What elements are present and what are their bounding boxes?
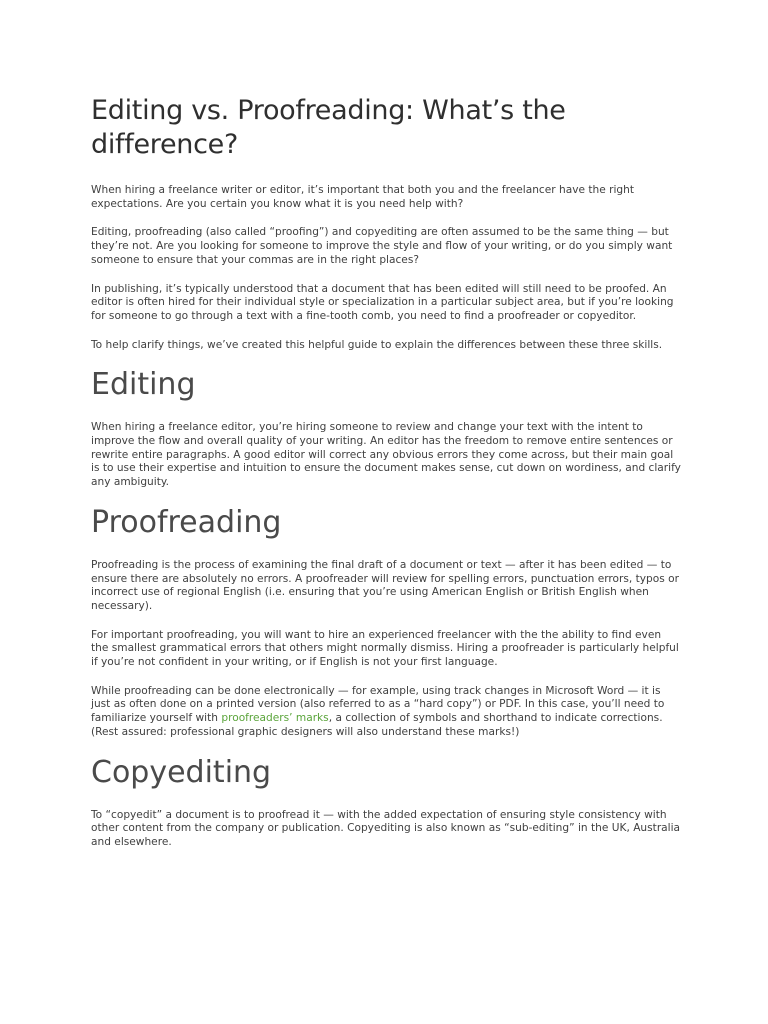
proofreaders-marks-link[interactable]: proofreaders’ marks xyxy=(221,712,329,725)
copyediting-paragraph: To “copyedit” a document is to proofread it — with the added expectation of ensuring style consistency with other content from the company or publication. Copyediting is also known as “sub-editing” in the UK, Australia and elsewhere. xyxy=(91,808,681,848)
editing-heading: Editing xyxy=(91,367,196,403)
intro-paragraph: To help clarify things, we’ve created this helpful guide to explain the differences between these three skills. xyxy=(91,338,663,351)
proofreading-paragraph: For important proofreading, you will want to hire an experienced freelancer with the the ability to find even the smallest grammatical errors that others might normally dismiss. Hiring a proofreader is particularly helpful if you’re not confident in your writing, or if English is not your first language. xyxy=(91,628,679,669)
article xyxy=(91,94,681,865)
intro-paragraph: In publishing, it’s typically understood that a document that has been edited will still need to be proofed. An editor is often hired for their individual style or specialization in a particular subject area, but if you’re looking for someone to go through a text with a fine-tooth comb, you need to find a proofreader or copyeditor. xyxy=(91,282,674,322)
electronic-text-after: , a collection of symbols and shorthand to indicate corrections. (Rest assured: professional graphic designers will also understand these marks!) xyxy=(91,712,663,738)
page-title: Editing vs. Proofreading: What’s the difference? xyxy=(91,95,566,160)
proofreading-heading: Proofreading xyxy=(91,504,282,540)
proofreading-paragraph: Proofreading is the process of examining the final draft of a document or text — after it has been edited — to ensure there are absolutely no errors. A proofreader will review for spelling errors, punctuation errors, typos or incorrect use of regional English (i.e. ensuring that you’re using American English or British English when necessary). xyxy=(91,558,679,612)
electronic-text-before: While proofreading can be done electronically — for example, using track changes in Microsoft Word — it is just as often done on a printed version (also referred to as a “hard copy”) or PDF. In this case, you’ll need to familiarize yourself with xyxy=(91,684,665,725)
copyediting-heading: Copyediting xyxy=(91,754,272,790)
intro-paragraph: When hiring a freelance writer or editor, it’s important that both you and the freelancer have the right expectations. Are you certain you know what it is you need help with? xyxy=(91,184,634,210)
editing-paragraph: When hiring a freelance editor, you’re hiring someone to review and change your text with the intent to improve the flow and overall quality of your writing. An editor has the freedom to remove entire sentences or rewrite entire paragraphs. A good editor will correct any obvious errors they come across, but their main goal is to use their expertise and intuition to ensure the document makes sense, cut down on wordiness, and clarify any ambiguity. xyxy=(91,421,681,489)
proofreading-electronic-paragraph xyxy=(91,685,681,740)
intro-paragraph: Editing, proofreading (also called “proofing”) and copyediting are often assumed to be the same thing — but they’re not. Are you looking for someone to improve the style and flow of your writing, or do you simply want someone to ensure that your commas are in the right places? xyxy=(91,226,673,266)
